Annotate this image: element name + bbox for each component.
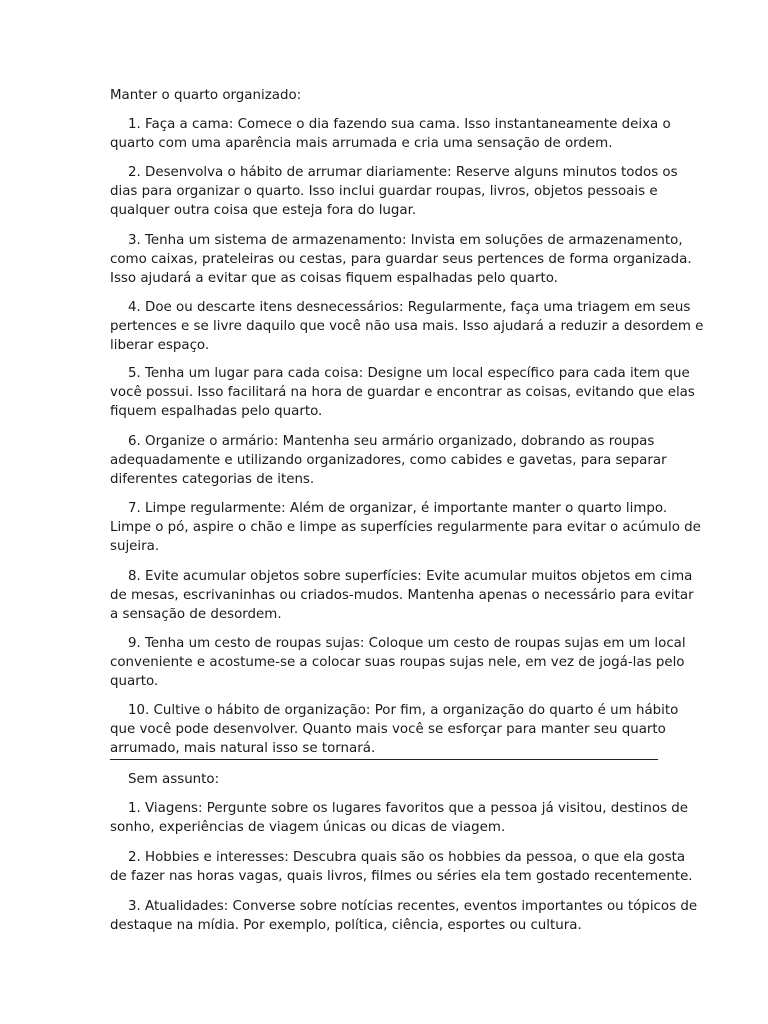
section2-item-3 bbox=[110, 897, 698, 935]
list-item-line: de fazer nas horas vagas, quais livros, filmes ou séries ela tem gostado recentemente. bbox=[110, 869, 693, 885]
section-title: Sem assunto: bbox=[128, 772, 220, 787]
list-item-line: 5. Tenha um lugar para cada coisa: Designe um local específico para cada item que bbox=[128, 366, 690, 381]
horizontal-divider bbox=[110, 759, 658, 760]
list-item-line: 7. Limpe regularmente: Além de organizar, é importante manter o quarto limpo. bbox=[128, 501, 668, 516]
list-item-line: adequadamente e utilizando organizadores, como cabides e gavetas, para separar bbox=[110, 453, 667, 469]
list-item-line: qualquer outra coisa que esteja fora do lugar. bbox=[110, 203, 417, 219]
list-item-9 bbox=[110, 634, 686, 692]
list-item-line: a sensação de desordem. bbox=[110, 607, 282, 623]
list-item-line: liberar espaço. bbox=[110, 338, 210, 354]
list-item-line: como caixas, prateleiras ou cestas, para guardar seus pertences de forma organizada. bbox=[110, 252, 692, 268]
list-item-line: 4. Doe ou descarte itens desnecessários: Regularmente, faça uma triagem em seus bbox=[128, 300, 691, 315]
list-item-line: Isso ajudará a evitar que as coisas fiquem espalhadas pelo quarto. bbox=[110, 271, 558, 287]
list-item-line: 3. Atualidades: Converse sobre notícias recentes, eventos importantes ou tópicos de bbox=[128, 899, 698, 914]
list-item-line: você possui. Isso facilitará na hora de guardar e encontrar as coisas, evitando que elas bbox=[110, 385, 695, 401]
list-item-line: dias para organizar o quarto. Isso inclui guardar roupas, livros, objetos pessoais e bbox=[110, 184, 658, 200]
list-item-line: 9. Tenha um cesto de roupas sujas: Coloque um cesto de roupas sujas em um local bbox=[128, 636, 686, 651]
list-item-line: 2. Desenvolva o hábito de arrumar diariamente: Reserve alguns minutos todos os bbox=[128, 165, 678, 180]
list-item-line: sujeira. bbox=[110, 539, 160, 555]
list-item-line: diferentes categorias de itens. bbox=[110, 472, 315, 488]
list-item-line: 3. Tenha um sistema de armazenamento: Invista em soluções de armazenamento, bbox=[128, 233, 683, 248]
list-item-line: sonho, experiências de viagem únicas ou dicas de viagem. bbox=[110, 820, 506, 836]
list-item-line: Limpe o pó, aspire o chão e limpe as superfícies regularmente para evitar o acúmulo de bbox=[110, 520, 701, 536]
list-item-7 bbox=[110, 499, 701, 557]
list-item-line: 8. Evite acumular objetos sobre superfícies: Evite acumular muitos objetos em cima bbox=[128, 569, 693, 584]
list-item-line: que você pode desenvolver. Quanto mais você se esforçar para manter seu quarto bbox=[110, 722, 666, 738]
list-item-line: 1. Faça a cama: Comece o dia fazendo sua cama. Isso instantaneamente deixa o bbox=[128, 117, 671, 132]
section2-item-1 bbox=[110, 799, 689, 837]
list-item-5 bbox=[110, 364, 695, 422]
list-item-line: arrumado, mais natural isso se tornará. bbox=[110, 741, 376, 757]
list-item-line: 10. Cultive o hábito de organização: Por fim, a organização do quarto é um hábito bbox=[128, 703, 679, 718]
list-item-10 bbox=[110, 701, 679, 759]
list-item-2 bbox=[110, 163, 678, 221]
list-item-4 bbox=[110, 298, 704, 356]
document-title: Manter o quarto organizado: bbox=[110, 88, 302, 103]
list-item-6 bbox=[110, 432, 667, 490]
list-item-line: 2. Hobbies e interesses: Descubra quais são os hobbies da pessoa, o que ela gosta bbox=[128, 850, 686, 865]
list-item-line: conveniente e acostume-se a colocar suas roupas sujas nele, em vez de jogá-las pelo bbox=[110, 655, 685, 671]
list-item-line: quarto. bbox=[110, 674, 159, 690]
list-item-3 bbox=[110, 231, 692, 289]
list-item-line: pertences e se livre daquilo que você não usa mais. Isso ajudará a reduzir a desordem e bbox=[110, 319, 704, 335]
list-item-line: 6. Organize o armário: Mantenha seu armário organizado, dobrando as roupas bbox=[128, 434, 655, 449]
list-item-line: destaque na mídia. Por exemplo, política, ciência, esportes ou cultura. bbox=[110, 918, 582, 934]
list-item-8 bbox=[110, 567, 694, 625]
list-item-line: fiquem espalhadas pelo quarto. bbox=[110, 404, 323, 420]
section2-item-2 bbox=[110, 848, 693, 886]
list-item-1 bbox=[110, 115, 671, 153]
list-item-line: 1. Viagens: Pergunte sobre os lugares favoritos que a pessoa já visitou, destinos de bbox=[128, 801, 689, 816]
list-item-line: de mesas, escrivaninhas ou criados-mudos. Mantenha apenas o necessário para evitar bbox=[110, 588, 694, 604]
list-item-line: quarto com uma aparência mais arrumada e cria uma sensação de ordem. bbox=[110, 136, 613, 152]
